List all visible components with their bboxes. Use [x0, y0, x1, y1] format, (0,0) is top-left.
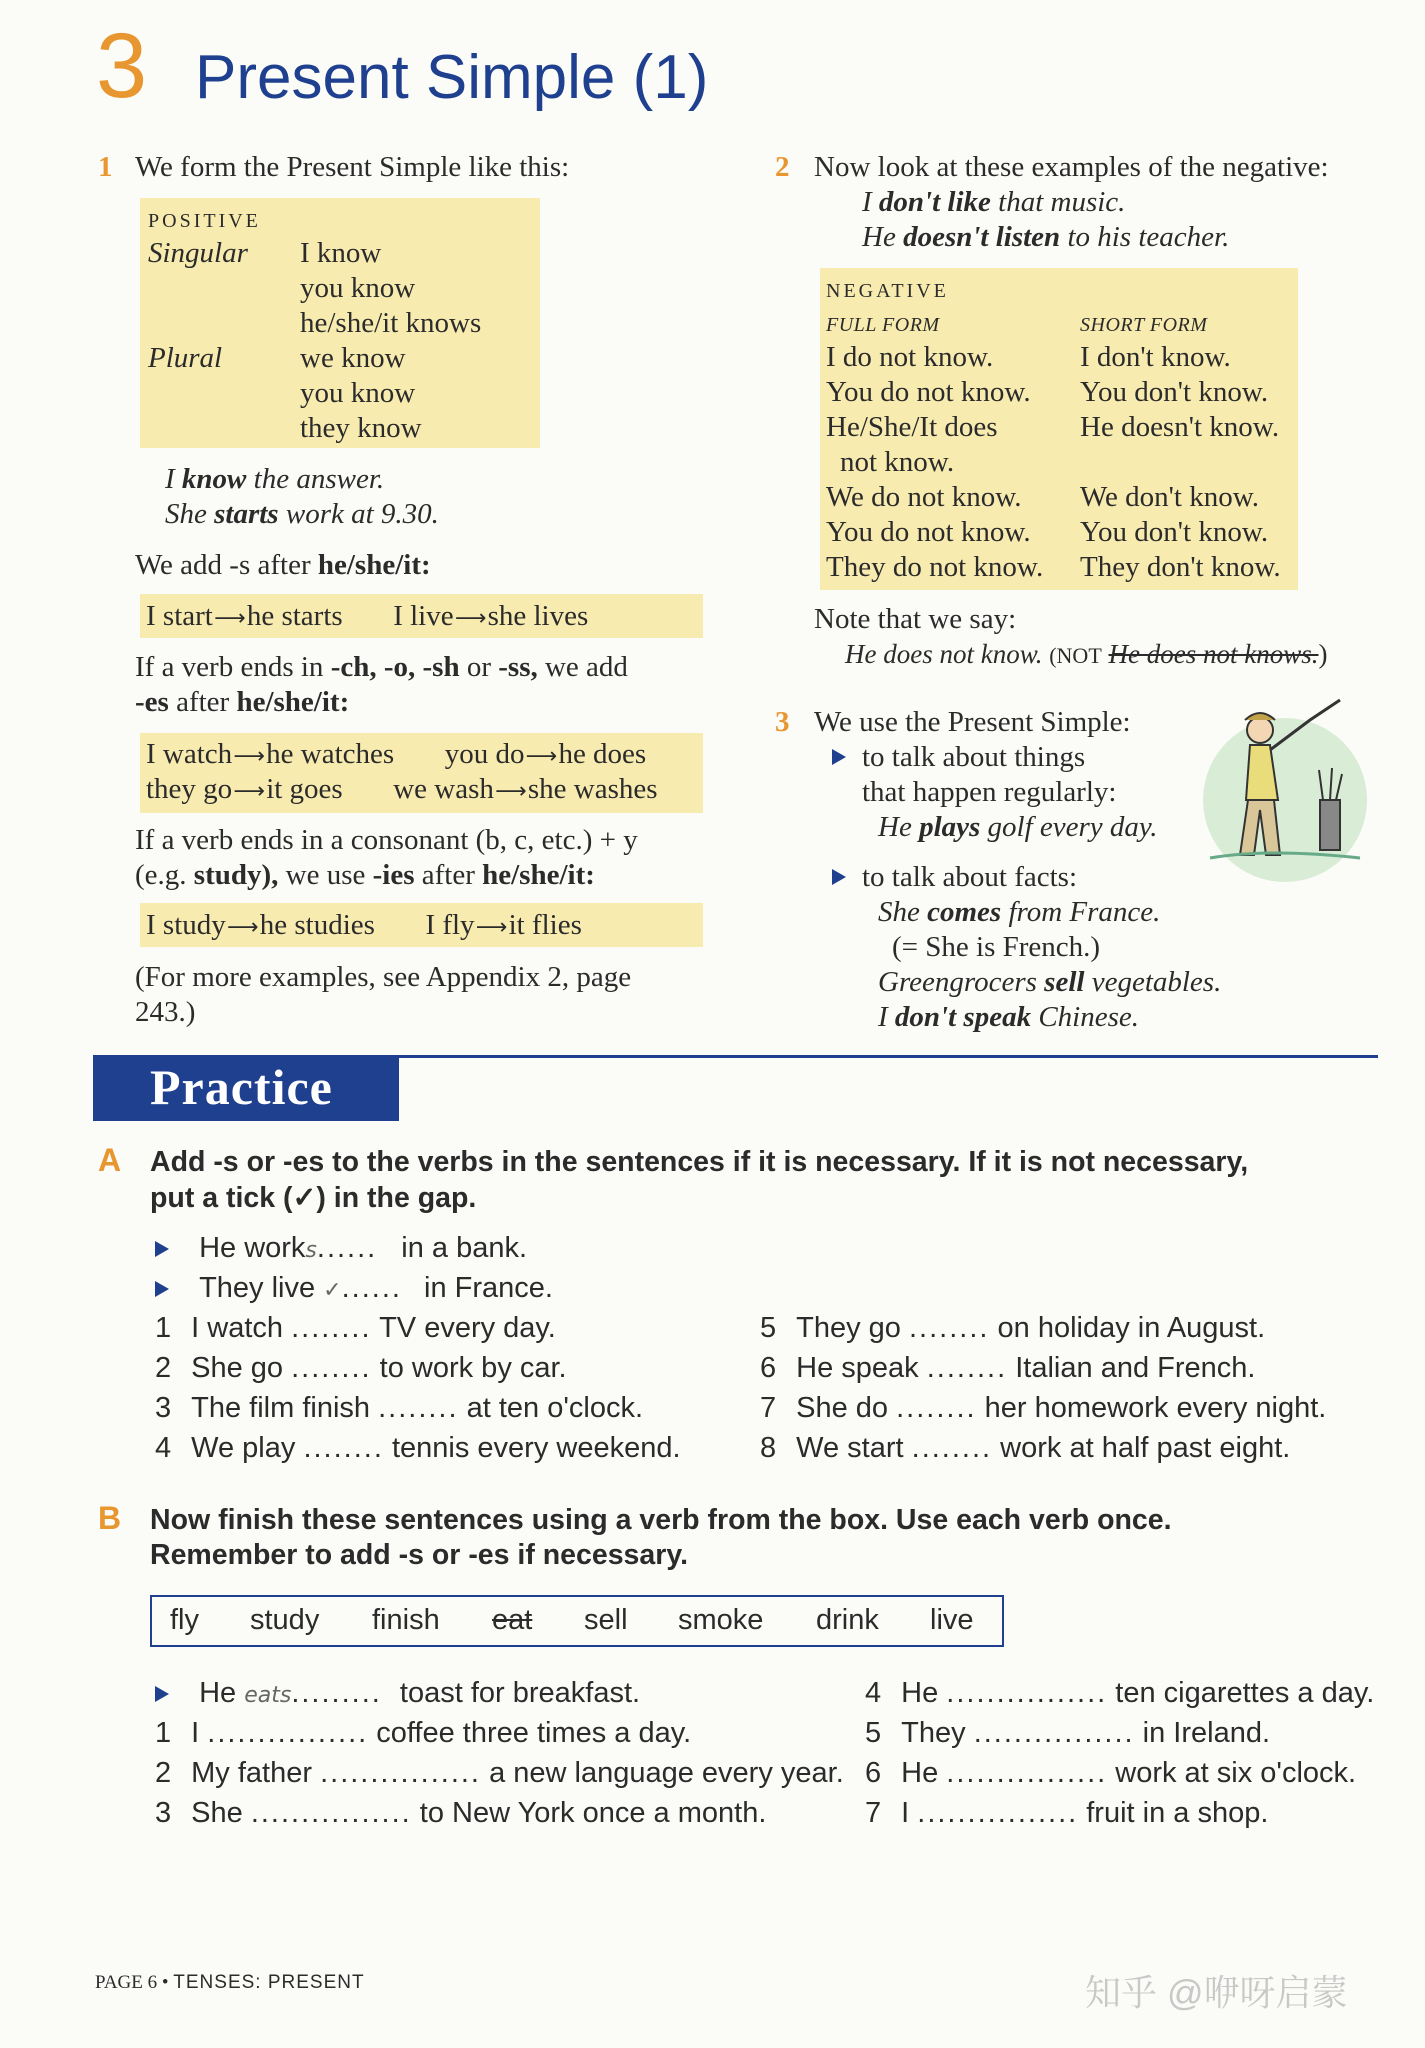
- full-form-4: We do not know.: [826, 481, 1022, 513]
- box-add-ies-row: I study⟶he studies I fly⟶it flies: [146, 908, 582, 945]
- exercise-a-item-1: 1 I watch ........ TV every day.: [155, 1312, 556, 1344]
- example-sentence-1: I know the answer.: [165, 463, 385, 495]
- verb-finish: finish: [372, 1604, 440, 1636]
- answer-gap[interactable]: ........: [378, 1392, 459, 1424]
- right-arrow-icon: ⟶: [495, 779, 527, 804]
- right-arrow-icon: ⟶: [454, 606, 487, 631]
- unit-number: 3: [96, 15, 148, 117]
- right-arrow-icon: ⟶: [475, 915, 508, 940]
- right-arrow-icon: ⟶: [233, 744, 265, 769]
- use-1-line-2: that happen regularly:: [862, 776, 1117, 808]
- negative-example-1: I don't like that music.: [862, 186, 1126, 218]
- section-3-number: 3: [775, 706, 790, 738]
- answer-gap[interactable]: ........: [896, 1392, 977, 1424]
- negative-label: NEGATIVE: [826, 280, 949, 302]
- negative-example-2: He doesn't listen to his teacher.: [862, 221, 1230, 253]
- exercise-a-item-6: 6 He speak ........ Italian and French.: [760, 1352, 1256, 1384]
- use-2-example-2: (= She is French.): [892, 931, 1101, 963]
- short-form-5: You don't know.: [1080, 516, 1269, 548]
- full-form-3: He/She/It does: [826, 411, 998, 443]
- section-2-number: 2: [775, 151, 790, 183]
- use-1-line-1: to talk about things: [862, 741, 1086, 773]
- answer-gap[interactable]: ................: [946, 1677, 1108, 1709]
- box-add-s-row: I start⟶he starts I live⟶she lives: [146, 599, 588, 636]
- right-arrow-icon: ⟶: [226, 915, 259, 940]
- triangle-bullet-icon: [155, 1281, 169, 1297]
- answer-gap[interactable]: ........: [291, 1312, 372, 1344]
- positive-label: POSITIVE: [148, 210, 261, 232]
- answer-gap[interactable]: ................: [973, 1717, 1135, 1749]
- use-1-example: He plays golf every day.: [878, 811, 1158, 843]
- answer-gap[interactable]: ................: [946, 1757, 1108, 1789]
- right-arrow-icon: ⟶: [525, 744, 558, 769]
- verb-fly: fly: [170, 1604, 199, 1636]
- add-s-rule: We add -s after he/she/it:: [135, 549, 431, 581]
- short-form-4: We don't know.: [1080, 481, 1260, 513]
- example-sentence-2: She starts work at 9.30.: [165, 498, 439, 530]
- page-title: Present Simple (1): [195, 43, 709, 112]
- page-footer: PAGE 6 • TENSES: PRESENT: [95, 1972, 365, 1993]
- use-2-example-3: Greengrocers sell vegetables.: [878, 966, 1222, 998]
- use-2-example-1: She comes from France.: [878, 896, 1161, 928]
- exercise-a-instruction-1: Add -s or -es to the verbs in the sentences if it is necessary. If it is not necessary,: [150, 1146, 1249, 1178]
- section-1-intro: We form the Present Simple like this:: [135, 151, 570, 183]
- answer-gap[interactable]: ........: [911, 1432, 993, 1464]
- exercise-b-instruction-2: Remember to add -s or -es if necessary.: [150, 1539, 689, 1571]
- practice-title: Practice: [150, 1059, 333, 1115]
- full-form-label: FULL FORM: [826, 314, 940, 336]
- verb-eat: eat: [492, 1604, 533, 1636]
- plural-label: Plural: [148, 342, 223, 374]
- full-form-5: You do not know.: [826, 516, 1031, 548]
- singular-label: Singular: [148, 237, 248, 269]
- answer-gap[interactable]: ................: [320, 1757, 481, 1789]
- short-form-1: I don't know.: [1080, 341, 1231, 373]
- short-form-6: They don't know.: [1080, 551, 1281, 583]
- singular-form-1: I know: [300, 237, 382, 269]
- answer-gap[interactable]: ........: [291, 1352, 372, 1384]
- full-form-3-cont: not know.: [840, 446, 955, 478]
- answer-gap[interactable]: ................: [917, 1797, 1079, 1829]
- exercise-a-example-1: He works...... in a bank.: [155, 1232, 527, 1265]
- answer-gap[interactable]: ........: [926, 1352, 1008, 1384]
- full-form-2: You do not know.: [826, 376, 1031, 408]
- section-2-intro: Now look at these examples of the negative:: [814, 151, 1329, 183]
- full-form-6: They do not know.: [826, 551, 1044, 583]
- verb-live: live: [930, 1604, 974, 1636]
- exercise-a-item-2: 2 She go ........ to work by car.: [155, 1352, 567, 1384]
- exercise-b-item-4: 4 He ................ ten cigarettes a day.: [865, 1677, 1375, 1709]
- plural-form-1: we know: [300, 342, 406, 374]
- exercise-a-example-2: They live ✓...... in France.: [155, 1272, 553, 1305]
- short-form-3: He doesn't know.: [1080, 411, 1280, 443]
- box-add-es-row-2: they go⟶it goes we wash⟶she washes: [146, 772, 658, 809]
- full-form-1: I do not know.: [826, 341, 994, 373]
- watermark: 知乎 @咿呀启蒙: [1085, 1972, 1348, 2013]
- verb-study: study: [250, 1604, 320, 1636]
- right-arrow-icon: ⟶: [233, 779, 265, 804]
- answer-gap[interactable]: ................: [250, 1797, 412, 1829]
- exercise-a-letter: A: [98, 1142, 122, 1178]
- exercise-b-item-3: 3 She ................ to New York once a month.: [155, 1797, 767, 1829]
- triangle-bullet-icon: [155, 1241, 169, 1257]
- verb-sell: sell: [584, 1604, 628, 1636]
- answer-gap[interactable]: ........: [303, 1432, 384, 1464]
- plural-form-3: they know: [300, 412, 422, 444]
- triangle-bullet-icon: [155, 1686, 169, 1702]
- short-form-2: You don't know.: [1080, 376, 1269, 408]
- appendix-note-2: 243.): [135, 996, 196, 1028]
- right-arrow-icon: ⟶: [214, 606, 246, 631]
- use-2-example-4: I don't speak Chinese.: [878, 1001, 1140, 1033]
- use-2-line-1: to talk about facts:: [862, 861, 1078, 893]
- exercise-a-item-5: 5 They go ........ on holiday in August.: [760, 1312, 1266, 1344]
- note-line: Note that we say:: [814, 603, 1017, 635]
- exercise-b-item-6: 6 He ................ work at six o'clock.: [865, 1757, 1357, 1789]
- verb-drink: drink: [816, 1604, 879, 1636]
- plural-form-2: you know: [300, 377, 416, 409]
- exercise-b-example: He eats......... toast for breakfast.: [155, 1677, 640, 1710]
- singular-form-3: he/she/it knows: [300, 307, 482, 339]
- exercise-a-item-8: 8 We start ........ work at half past eight.: [760, 1432, 1291, 1464]
- exercise-b-item-2: 2 My father ................ a new language every year.: [155, 1757, 844, 1789]
- es-rule-line-2: -es after he/she/it:: [135, 686, 350, 718]
- exercise-b-item-1: 1 I ................ coffee three times a day.: [155, 1717, 692, 1749]
- exercise-a-instruction-2: put a tick (✓) in the gap.: [150, 1182, 477, 1214]
- golfer-illustration: [1190, 690, 1370, 890]
- exercise-a-item-7: 7 She do ........ her homework every night.: [760, 1392, 1327, 1424]
- appendix-note-1: (For more examples, see Appendix 2, page: [135, 961, 632, 993]
- section-1-number: 1: [98, 151, 113, 183]
- singular-form-2: you know: [300, 272, 416, 304]
- exercise-b-item-5: 5 They ................ in Ireland.: [865, 1717, 1271, 1749]
- exercise-b-instruction-1: Now finish these sentences using a verb from the box. Use each verb once.: [150, 1504, 1172, 1536]
- exercise-b-item-7: 7 I ................ fruit in a shop.: [865, 1797, 1269, 1829]
- triangle-bullet-icon: [832, 868, 846, 886]
- exercise-b-letter: B: [98, 1500, 122, 1536]
- short-form-label: SHORT FORM: [1080, 314, 1208, 336]
- ies-rule-line-1: If a verb ends in a consonant (b, c, etc.) + y: [135, 824, 638, 856]
- exercise-a-item-3: 3 The film finish ........ at ten o'clock.: [155, 1392, 644, 1424]
- verb-smoke: smoke: [678, 1604, 764, 1636]
- section-3-intro: We use the Present Simple:: [814, 706, 1131, 738]
- ies-rule-line-2: (e.g. study), we use -ies after he/she/it:: [135, 859, 595, 891]
- exercise-a-item-4: 4 We play ........ tennis every weekend.: [155, 1432, 681, 1464]
- es-rule-line-1: If a verb ends in -ch, -o, -sh or -ss, we add: [135, 651, 628, 683]
- note-example: He does not know. (NOT He does not knows.): [845, 639, 1328, 669]
- box-add-es-row-1: I watch⟶he watches you do⟶he does: [146, 737, 646, 774]
- answer-gap[interactable]: ........: [909, 1312, 990, 1344]
- answer-gap[interactable]: ................: [207, 1717, 369, 1749]
- triangle-bullet-icon: [832, 748, 846, 766]
